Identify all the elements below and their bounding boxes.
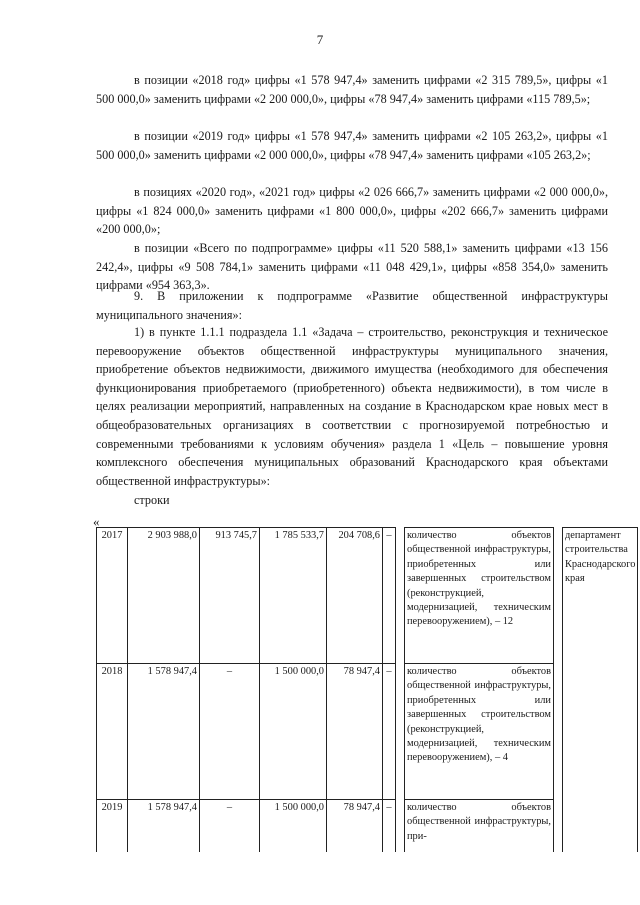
paragraph-subitem-1: 1) в пункте 1.1.1 подраздела 1.1 «Задача – строительство, реконструкция и техническое перевооружение объектов общественной инфраструктуры муниципального значения, приобретение объектов недвижимости, движимого имущества (необходимого для обеспечения функционирования приобретаемого (приобретенного) объекта недвижимости), в том числе в целях реализации мероприятий, направленных на создание в Краснодарском крае новых мест в общеобразовательных организациях в соответствии с прогнозируемой потребностью и современными требованиями к условиям обучения» раздела 1 «Цель – повышение уровня комплексного обеспечения муниципальных образований Краснодарского края объектами общественной инфраструктуры»: [96,325,608,488]
federal-cell: 913 745,7 [200,528,260,664]
year-cell: 2018 [97,664,128,800]
other-cell: – [383,800,396,852]
regional-cell: 1 785 533,7 [260,528,327,664]
spacer-cell [396,664,405,800]
regional-cell: 1 500 000,0 [260,800,327,852]
other-cell: – [383,664,396,800]
paragraph-total: в позиции «Всего по подпрограмме» цифры «11 520 588,1» заменить цифрами «13 156 242,4», цифры «9 508 784,1» заменить цифрами «11 048 429,1», цифры «858 354,0» заменить цифрами «954 363,3». [96,241,608,293]
municipal-cell: 78 947,4 [327,800,383,852]
paragraph-2020-2021: в позициях «2020 год», «2021 год» цифры «2 026 666,7» заменить цифрами «2 000 000,0», цифры «1 824 000,0» заменить цифрами «1 800 000,0», цифры «202 666,7» заменить цифрами «200 000,0»; [96,185,608,237]
total-cell: 2 903 988,0 [128,528,200,664]
spacer-cell [396,528,405,664]
opening-quote: « [93,514,100,529]
federal-cell: – [200,664,260,800]
spacer-cell [396,800,405,852]
municipal-cell: 78 947,4 [327,664,383,800]
federal-cell: – [200,800,260,852]
amendment-table [96,527,638,852]
other-cell: – [383,528,396,664]
spacer-cell [554,528,563,852]
total-cell: 1 578 947,4 [128,664,200,800]
page-number: 7 [316,32,324,47]
municipal-cell: 204 708,6 [327,528,383,664]
regional-cell: 1 500 000,0 [260,664,327,800]
indicator-cell: количество объектов общественной инфраструктуры, при- [405,800,554,852]
year-cell: 2017 [97,528,128,664]
paragraph-2018: в позиции «2018 год» цифры «1 578 947,4» заменить цифрами «2 315 789,5», цифры «1 500 000,0» заменить цифрами «2 200 000,0», цифры «78 947,4» заменить цифрами «115 789,5»; [96,73,608,106]
indicator-cell: количество объектов общественной инфраструктуры, приобретенных или завершенных строительством (реконструкцией, модернизацией, техническим перевооружением), – 12 [405,528,554,664]
table-row [97,528,638,664]
indicator-cell: количество объектов общественной инфраструктуры, приобретенных или завершенных строительством (реконструкцией, модернизацией, техническим перевооружением), – 4 [405,664,554,800]
year-cell: 2019 [97,800,128,852]
total-cell: 1 578 947,4 [128,800,200,852]
paragraph-rows-word: строки [134,493,170,507]
paragraph-2019: в позиции «2019 год» цифры «1 578 947,4» заменить цифрами «2 105 263,2», цифры «1 500 000,0» заменить цифрами «2 000 000,0», цифры «78 947,4» заменить цифрами «105 263,2»; [96,129,608,162]
responsible-cell: департамент строительства Краснодарского края [563,528,638,852]
paragraph-item-9: 9. В приложении к подпрограмме «Развитие общественной инфраструктуры муниципального значения»: [96,289,608,322]
